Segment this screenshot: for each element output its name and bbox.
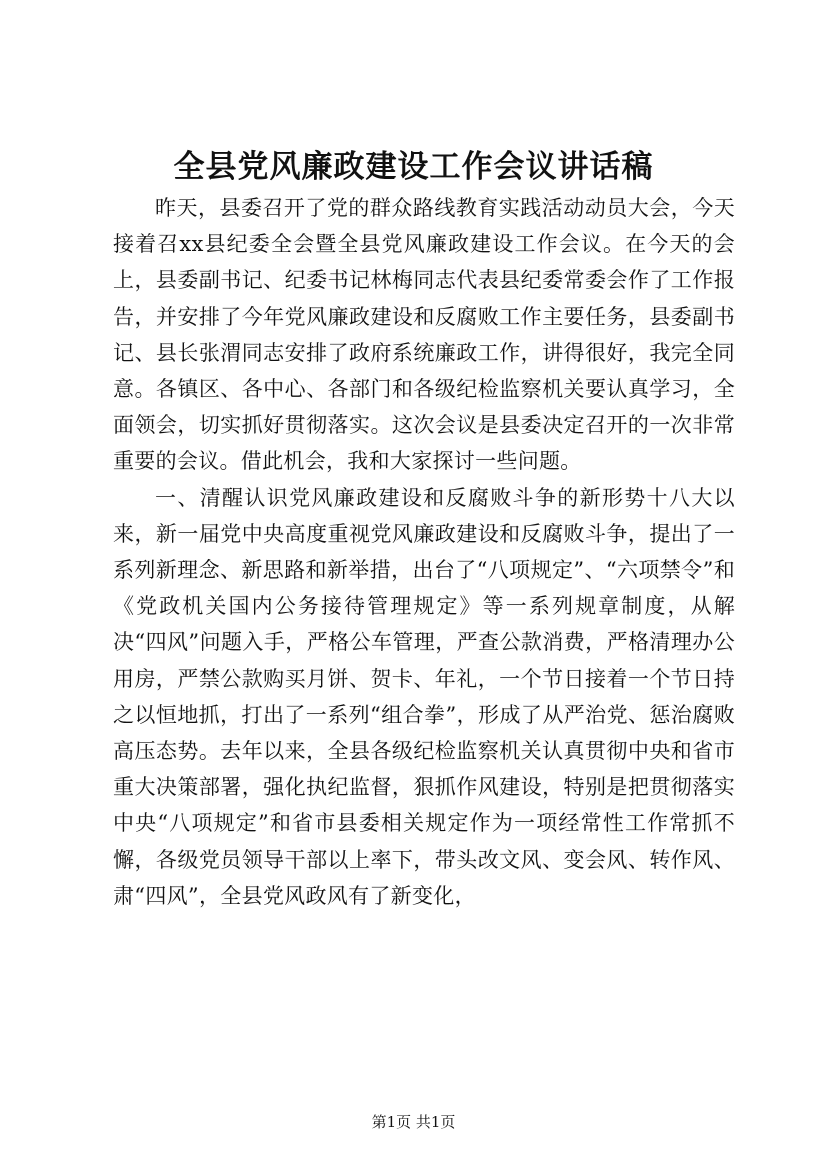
document-title: 全县党风廉政建设工作会议讲话稿 bbox=[173, 149, 654, 185]
document-body bbox=[113, 190, 735, 914]
page-footer: 第1页 共1页 bbox=[371, 1113, 456, 1131]
paragraph-intro: 昨天，县委召开了党的群众路线教育实践活动动员大会，今天接着召xx县纪委全会暨全县党风廉政建设工作会议。在今天的会上，县委副书记、纪委书记林梅同志代表县纪委常委会作了工作报告，并安排了今年党风廉政建设和反腐败工作主要任务，县委副书记、县长张渭同志安排了政府系统廉政工作，讲得很好，我完全同意。各镇区、各中心、各部门和各级纪检监察机关要认真学习，全面领会，切实抓好贯彻落实。这次会议是县委决定召开的一次非常重要的会议。借此机会，我和大家探讨一些问题。 bbox=[113, 196, 735, 474]
paragraph-section-one: 一、清醒认识党风廉政建设和反腐败斗争的新形势十八大以来，新一届党中央高度重视党风廉政建设和反腐败斗争，提出了一系列新理念、新思路和新举措，出台了“八项规定”、“六项禁令”和《党政机关国内公务接待管理规定》等一系列规章制度，从解决“四风”问题入手，严格公车管理，严查公款消费，严格清理办公用房，严禁公款购买月饼、贺卡、年礼，一个节日接着一个节日持之以恒地抓，打出了一系列“组合拳”，形成了从严治党、惩治腐败高压态势。去年以来，全县各级纪检监察机关认真贯彻中央和省市重大决策部署，强化执纪监督，狠抓作风建设，特别是把贯彻落实中央“八项规定”和省市县委相关规定作为一项经常性工作常抓不懈，各级党员领导干部以上率下，带头改文风、变会风、转作风、肃“四风”，全县党风政风有了新变化， bbox=[113, 485, 735, 908]
